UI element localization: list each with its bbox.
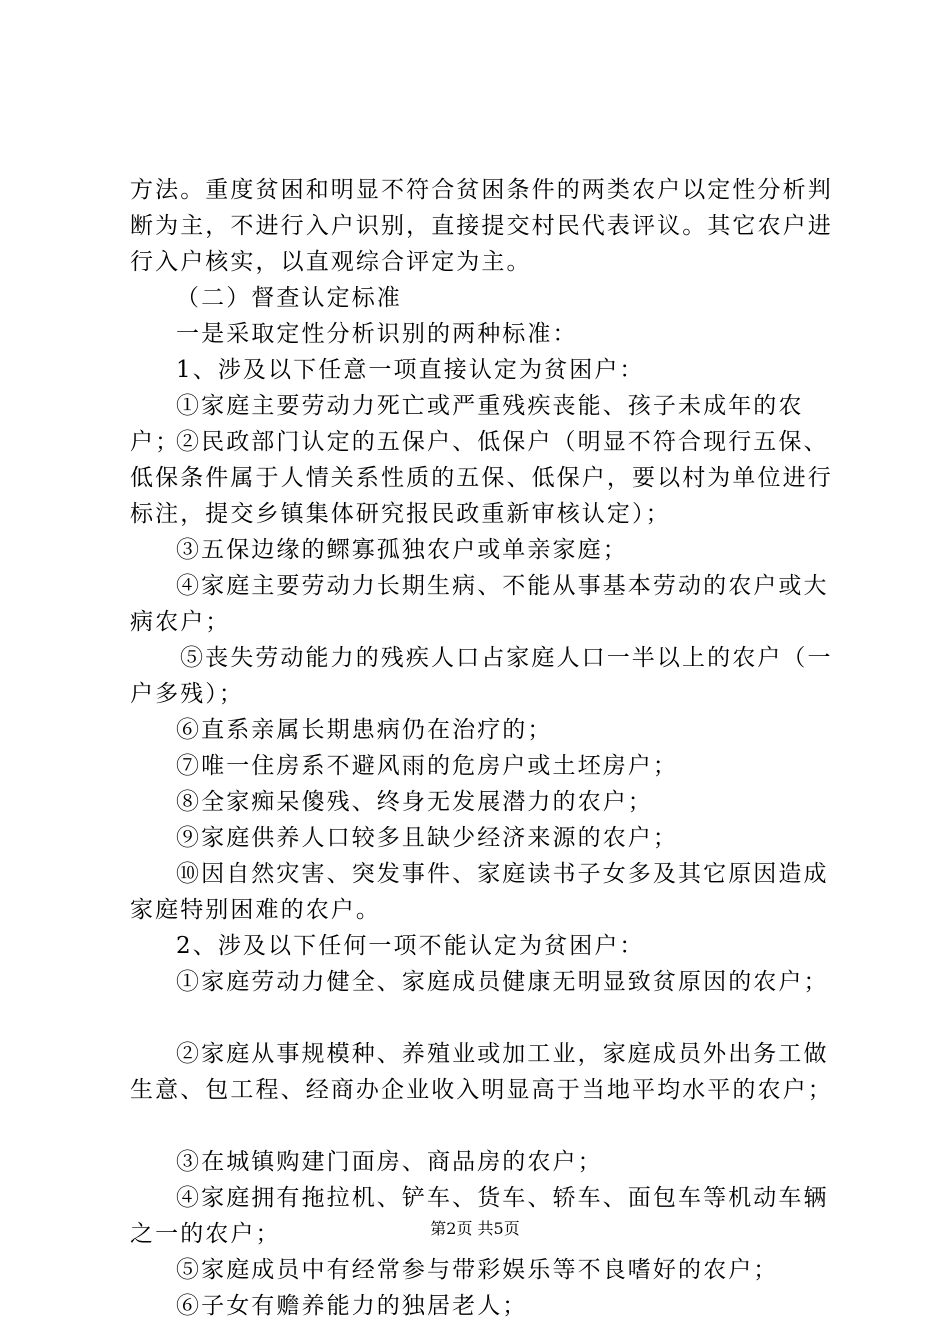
page-number-footer: 第2页 共5页 <box>430 1219 520 1238</box>
list-item: ②家庭从事规模种、养殖业或加工业，家庭成员外出务工做生意、包工程、经商办企业收入明显高于当地平均水平的农户； <box>130 1041 833 1103</box>
list-item: ③五保边缘的鳏寡孤独农户或单亲家庭； <box>176 537 628 563</box>
paragraph-intro: 方法。重度贫困和明显不符合贫困条件的两类农户以定性分析判断为主，不进行入户识别，直接提交村民代表评议。其它农户进行入户核实，以直观综合评定为主。 <box>130 177 833 275</box>
list-item: ⑧全家痴呆傻残、终身无发展潜力的农户； <box>176 789 653 815</box>
list-item: ⑩因自然灾害、突发事件、家庭读书子女多及其它原因造成家庭特别困难的农户。 <box>130 861 829 923</box>
list-item: ⑤家庭成员中有经常参与带彩娱乐等不良嗜好的农户； <box>176 1257 779 1283</box>
list-item: ④家庭主要劳动力长期生病、不能从事基本劳动的农户或大病农户； <box>130 573 829 635</box>
list-item: ①家庭劳动力健全、家庭成员健康无明显致贫原因的农户； <box>176 969 829 995</box>
list-item: ⑥直系亲属长期患病仍在治疗的； <box>176 717 553 743</box>
list-item: ①家庭主要劳动力死亡或严重残疾丧能、孩子未成年的农户； <box>130 393 804 455</box>
paragraph-standard-intro: 一是采取定性分析识别的两种标准： <box>176 321 578 347</box>
list-item: ⑤丧失劳动能力的残疾人口占家庭人口一半以上的农户（一户多残）； <box>130 645 833 707</box>
list-item: ⑥子女有赡养能力的独居老人； <box>176 1293 528 1319</box>
list-heading-2: 2、涉及以下任何一项不能认定为贫困户： <box>176 933 645 959</box>
list-item: ②民政部门认定的五保户、低保户（明显不符合现行五保、低保条件属于人情关系性质的五保、低保户，要以村为单位进行标注，提交乡镇集体研究报民政重新审核认定）； <box>130 429 833 527</box>
list-item: ④家庭拥有拖拉机、铲车、货车、轿车、面包车等机动车辆之一的农户； <box>130 1185 829 1247</box>
list-item: ⑨家庭供养人口较多且缺少经济来源的农户； <box>176 825 678 851</box>
list-item: ③在城镇购建门面房、商品房的农户； <box>176 1149 603 1175</box>
list-item: ⑦唯一住房系不避风雨的危房户或土坯房户； <box>176 753 678 779</box>
section-heading: （二）督查认定标准 <box>176 285 402 311</box>
list-heading-1: 1、涉及以下任意一项直接认定为贫困户： <box>176 357 645 383</box>
